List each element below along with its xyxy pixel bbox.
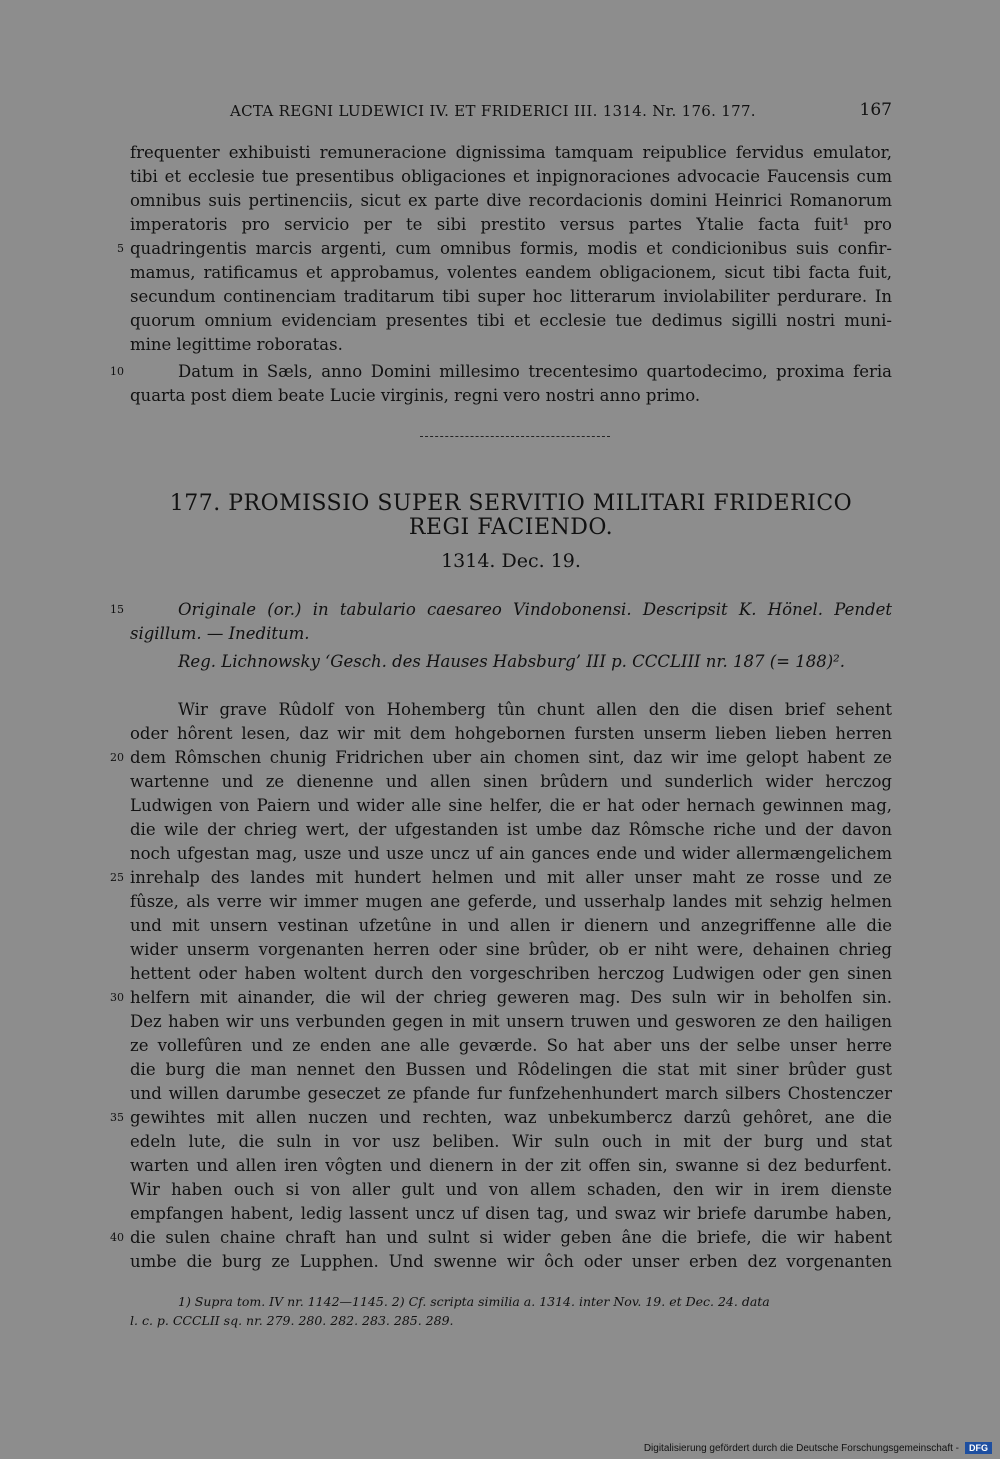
footnote-line: 1) Supra tom. IV nr. 1142—1145. 2) Cf. scripta similia a. 1314. inter Nov. 19. et Dec. 24. data: [178, 1294, 770, 1309]
regest-note: Reg. Lichnowsky ‘Gesch. des Hauses Habsburg’ III p. CCCLIII nr. 187 (= 188)².: [178, 652, 846, 671]
text-line: Dez haben wir uns verbunden gegen in mit unsern truwen und gesworen ze den hailigen: [130, 1012, 892, 1031]
document-date: 1314. Dec. 19.: [441, 550, 581, 572]
text-line: helfern mit ainander, die wil der chrieg geweren mag. Des suln wir in beholfen sin.: [130, 988, 892, 1007]
text-line: dem Rômschen chunig Fridrichen uber ain chomen sint, daz wir ime gelopt habent ze: [130, 748, 892, 767]
text-line: empfangen habent, ledig lassent uncz uf disen tag, und swaz wir briefe darumbe haben,: [130, 1204, 892, 1223]
text-line: noch ufgestan mag, usze und usze uncz uf ain gances ende und wider allermængelichem: [130, 844, 892, 863]
section-separator: [420, 436, 610, 437]
text-line: inrehalp des landes mit hundert helmen und mit aller unser maht ze rosse und ze: [130, 868, 892, 887]
text-line: Wir haben ouch si von aller gult und von allem schaden, den wir in irem dienste: [130, 1180, 892, 1199]
footnote-line: l. c. p. CCCLII sq. nr. 279. 280. 282. 283. 285. 289.: [130, 1313, 454, 1328]
text-line: hettent oder haben woltent durch den vorgeschriben herczog Ludwigen oder gen sinen: [130, 964, 892, 983]
text-line: wider unserm vorgenanten herren oder sine brûder, ob er niht were, dehainen chrieg: [130, 940, 892, 959]
running-header: [130, 100, 892, 130]
line-number: 25: [110, 871, 124, 884]
text-line: umbe die burg ze Lupphen. Und swenne wir ôch oder unser erben dez vorgenanten: [130, 1252, 892, 1271]
dfg-footer-text: Digitalisierung gefördert durch die Deutsche Forschungsgemeinschaft -: [643, 1442, 959, 1454]
text-line: die burg die man nennet den Bussen und Rôdelingen die stat mit siner brûder gust: [130, 1060, 892, 1079]
text-line: wartenne und ze dienenne und allen sinen brûdern und sunderlich wider herczog: [130, 772, 892, 791]
running-title: ACTA REGNI LUDEWICI IV. ET FRIDERICI III. 1314. Nr. 176. 177.: [230, 102, 756, 120]
prev-text-line: frequenter exhibuisti remuneracione dignissima tamquam reipublice fervidus emulator,: [130, 143, 892, 162]
source-note: Originale (or.) in tabulario caesareo Vindobonensi. Descripsit K. Hönel. Pendet: [178, 600, 892, 619]
text-line: Ludwigen von Paiern und wider alle sine helfer, die er hat oder hernach gewinnen mag,: [130, 796, 892, 815]
text-line: die sulen chaine chraft han und sulnt si wider geben âne die briefe, die wir habent: [130, 1228, 892, 1247]
prev-text-line: quadringentis marcis argenti, cum omnibus formis, modis et condicionibus suis confir-: [130, 239, 892, 258]
prev-text-line: quorum omnium evidenciam presentes tibi et ecclesie tue dedimus sigilli nostri muni-: [130, 311, 892, 330]
source-note: sigillum. — Ineditum.: [130, 624, 310, 643]
text-line: und mit unsern vestinan ufzetûne in und allen ir dienern und anzegriffenne alle die: [130, 916, 892, 935]
line-number: 30: [110, 991, 124, 1004]
text-line: edeln lute, die suln in vor usz beliben. Wir suln ouch in mit der burg und stat: [130, 1132, 892, 1151]
page-number: 167: [859, 100, 892, 120]
dfg-footer: [644, 1440, 992, 1456]
text-line: warten und allen iren vôgten und dienern in der zit offen sin, swanne si dez bedurfent.: [130, 1156, 892, 1175]
prev-text-line: omnibus suis pertinenciis, sicut ex parte dive recordacionis domini Heinrici Romanorum: [130, 191, 892, 210]
line-number: 35: [110, 1111, 124, 1124]
line-number: 20: [110, 751, 124, 764]
text-line: die wile der chrieg wert, der ufgestanden ist umbe daz Rômsche riche und der davon: [130, 820, 892, 839]
datum-line: Datum in Sæls, anno Domini millesimo trecentesimo quartodecimo, proxima feria: [178, 362, 892, 381]
text-line: fûsze, als verre wir immer mugen ane geferde, und usserhalp landes mit sehzig helmen: [130, 892, 892, 911]
line-number: 10: [110, 365, 124, 378]
text-line: und willen darumbe geseczet ze pfande fur funfzehenhundert march silbers Chostenczer: [130, 1084, 892, 1103]
prev-text-line: secundum continenciam traditarum tibi super hoc litterarum inviolabiliter perdurare. In: [130, 287, 892, 306]
text-line: Wir grave Rûdolf von Hohemberg tûn chunt allen den die disen brief sehent: [178, 700, 892, 719]
line-number: 15: [110, 603, 124, 616]
prev-text-line: imperatoris pro servicio per te sibi prestito versus partes Ytalie facta fuit¹ pro: [130, 215, 892, 234]
datum-line: quarta post diem beate Lucie virginis, regni vero nostri anno primo.: [130, 386, 701, 405]
line-number: 40: [110, 1231, 124, 1244]
text-line: ze vollefûren und ze enden ane alle geværde. So hat aber uns der selbe unser herre: [130, 1036, 892, 1055]
line-number: 5: [117, 242, 124, 255]
document-title-line1: 177. PROMISSIO SUPER SERVITIO MILITARI FRIDERICO: [169, 491, 853, 516]
document-title-line2: REGI FACIENDO.: [408, 515, 614, 540]
dfg-logo[interactable]: DFG: [965, 1442, 992, 1454]
text-line: gewihtes mit allen nuczen und rechten, waz unbekumbercz darzû gehôret, ane die: [130, 1108, 892, 1127]
prev-text-line: tibi et ecclesie tue presentibus obligaciones et inpignoraciones advocacie Faucensis cum: [130, 167, 892, 186]
text-line: oder hôrent lesen, daz wir mit dem hohgebornen fursten unserm lieben lieben herren: [130, 724, 892, 743]
prev-text-line: mamus, ratificamus et approbamus, volentes eandem obligacionem, sicut tibi facta fuit,: [130, 263, 892, 282]
prev-text-line: mine legittime roboratas.: [130, 335, 343, 354]
